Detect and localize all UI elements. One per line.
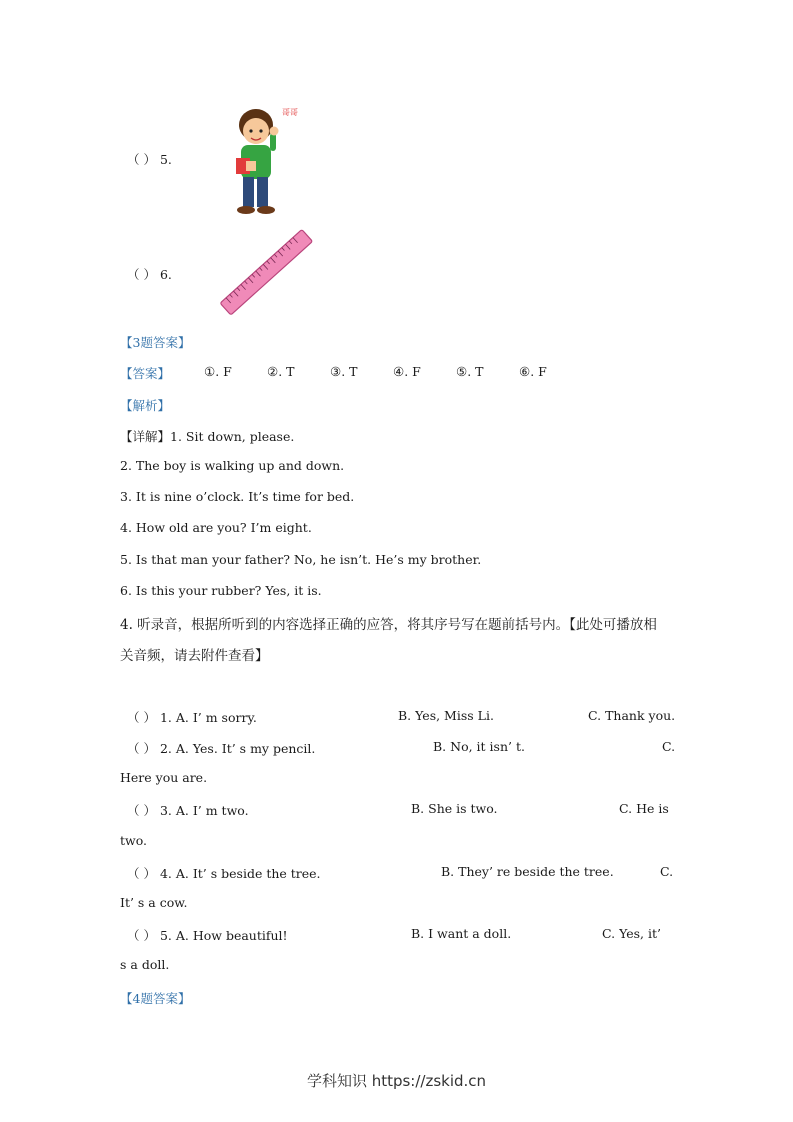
item-number: 6. [159,267,172,282]
q4-q3-continuation: two. [120,833,148,848]
detail-line-6: 6. Is this your rubber? Yes, it is. [120,583,322,598]
boy-bubble-text: 哥哥 [282,108,298,117]
option-a: 5. A. How beautiful! [159,928,288,943]
answer-3: ③. T [330,364,358,379]
q4-q5-option-c: C. Yes, it’ [602,926,661,941]
analysis-label: 【解析】 [120,398,171,413]
detail-line-5: 5. Is that man your father? No, he isn’t. He’s my brother. [120,552,482,567]
option-a: 3. A. I’ m two. [159,803,249,818]
q4-q4-continuation: It’ s a cow. [120,895,188,910]
q4-q1-option-b: B. Yes, Miss Li. [398,708,494,723]
answer-1: ①. F [204,364,232,379]
answer-paren: （ ） [127,710,156,725]
option-a: 2. A. Yes. It’ s my pencil. [159,741,316,756]
answer-paren: （ ） [127,803,156,818]
answer-paren: （ ） [127,741,156,756]
q3-item-6 [127,265,172,283]
q4-question-1 [127,708,257,726]
answer-row [120,364,170,382]
q4-q4-option-b: B. They’ re beside the tree. [441,864,614,879]
q4-q5-option-b: B. I want a doll. [411,926,512,941]
detail-label: 【详解】 [120,429,171,444]
q4-answer-heading: 【4题答案】 [120,991,191,1006]
q4-q3-option-c: C. He is [619,801,669,816]
q4-instruction-line1: 4. 听录音，根据所听到的内容选择正确的应答，将其序号写在题前括号内。【此处可播放相 [120,617,657,633]
q4-question-4 [127,864,321,882]
answer-2: ②. T [267,364,295,379]
ruler-image [220,226,315,321]
q4-q2-continuation: Here you are. [120,770,208,785]
q3-item-5 [127,150,172,168]
q4-question-5 [127,926,288,944]
answer-4: ④. F [393,364,421,379]
option-a: 1. A. I’ m sorry. [159,710,257,725]
q4-q3-option-b: B. She is two. [411,801,498,816]
q4-q2-option-b: B. No, it isn’ t. [433,739,525,754]
page-footer: 学科知识 https://zskid.cn [306,1072,487,1090]
answer-6: ⑥. F [519,364,547,379]
q4-question-2 [127,739,315,757]
detail-line-1: 【详解】1. Sit down, please. [120,429,295,444]
option-a: 4. A. It’ s beside the tree. [159,866,321,881]
answer-paren: （ ） [127,928,156,943]
q4-q2-option-c: C. [662,739,676,754]
detail-line-3: 3. It is nine o’clock. It’s time for bed. [120,489,355,504]
q4-instruction-line2: 关音频，请去附件查看】 [120,648,269,664]
answer-paren: （ ） [127,866,156,881]
q4-q1-option-c: C. Thank you. [588,708,676,723]
q4-q5-continuation: s a doll. [120,957,170,972]
answer-label: 【答案】 [120,366,171,381]
q4-q4-option-c: C. [660,864,674,879]
detail-line-4: 4. How old are you? I’m eight. [120,520,312,535]
answer-paren: （ ） [127,152,156,167]
detail-line-2: 2. The boy is walking up and down. [120,458,345,473]
q3-answer-heading: 【3题答案】 [120,335,191,350]
answer-5: ⑤. T [456,364,484,379]
answer-paren: （ ） [127,267,156,282]
item-number: 5. [159,152,172,167]
boy-reading-image [226,103,310,218]
q4-question-3 [127,801,249,819]
